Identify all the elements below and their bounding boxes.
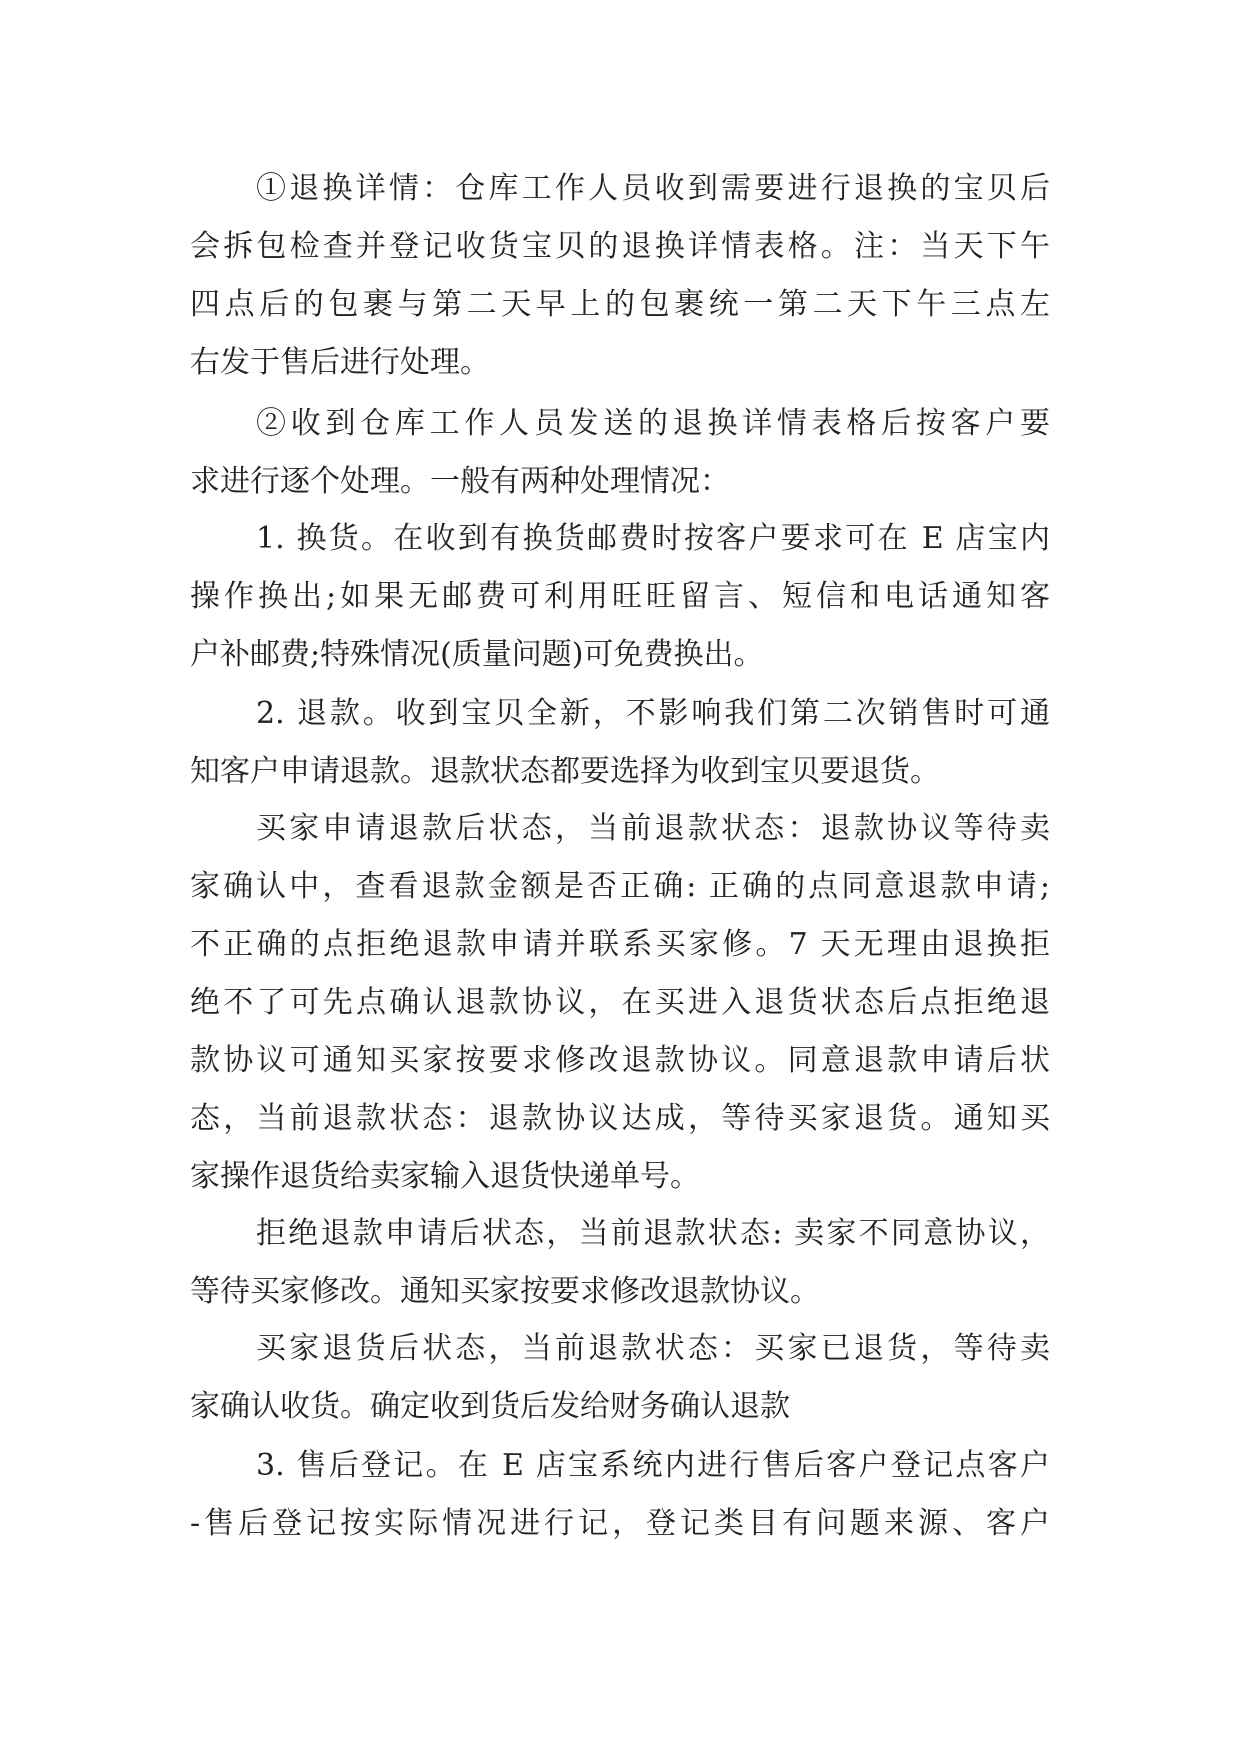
text-line: 求进行逐个处理。一般有两种处理情况： [190,464,730,499]
paragraph-refund [190,685,1050,801]
text-line: 2. 退款。收到宝贝全新，不影响我们第二次销售时可通 [256,696,1050,731]
paragraph-buyer-returned [190,1320,1050,1436]
text-line: ①退换详情：仓库工作人员收到需要进行退换的宝贝后 [256,171,1050,206]
paragraph-exchange [190,510,1050,684]
paragraph-processing-cases [190,395,1050,511]
text-line: 知客户申请退款。退款状态都要选择为收到宝贝要退货。 [190,754,940,789]
text-line: 四点后的包裹与第二天早上的包裹统一第二天下午三点左 [190,287,1050,322]
paragraph-buyer-refund-request [190,800,1050,1206]
text-line: 操作换出;如果无邮费可利用旺旺留言、短信和电话通知客 [190,579,1050,614]
text-line: 不正确的点拒绝退款申请并联系买家修。7 天无理由退换拒 [190,927,1050,962]
text-line: 拒绝退款申请后状态，当前退款状态: 卖家不同意协议， [256,1216,1050,1251]
text-line: 绝不了可先点确认退款协议，在买进入退货状态后点拒绝退 [190,985,1050,1020]
text-line: 款协议可通知买家按要求修改退款协议。同意退款申请后状 [190,1043,1050,1078]
text-line: 会拆包检查并登记收货宝贝的退换详情表格。注：当天下午 [190,229,1050,264]
text-line: 家操作退货给卖家输入退货快递单号。 [190,1159,700,1194]
text-line: 家确认收货。确定收到货后发给财务确认退款 [190,1389,790,1424]
text-line: 户补邮费;特殊情况(质量问题)可免费换出。 [190,637,764,672]
text-line: 买家退货后状态，当前退款状态：买家已退货，等待卖 [256,1331,1050,1366]
text-line: ②收到仓库工作人员发送的退换详情表格后按客户要 [256,406,1050,441]
text-line: -售后登记按实际情况进行记，登记类目有问题来源、客户 [190,1506,1050,1541]
paragraph-after-sales-registration [190,1437,1050,1553]
text-line: 1. 换货。在收到有换货邮费时按客户要求可在 E 店宝内 [256,521,1050,556]
text-line: 买家申请退款后状态，当前退款状态：退款协议等待卖 [256,811,1050,846]
text-line: 等待买家修改。通知买家按要求修改退款协议。 [190,1274,820,1309]
paragraph-refund-rejected [190,1205,1050,1321]
text-line: 3. 售后登记。在 E 店宝系统内进行售后客户登记点客户 [256,1448,1050,1483]
text-line: 家确认中，查看退款金额是否正确: 正确的点同意退款申请; [190,869,1050,904]
paragraph-return-details [190,160,1050,392]
text-line: 右发于售后进行处理。 [190,345,490,380]
text-line: 态，当前退款状态：退款协议达成，等待买家退货。通知买 [190,1101,1050,1136]
